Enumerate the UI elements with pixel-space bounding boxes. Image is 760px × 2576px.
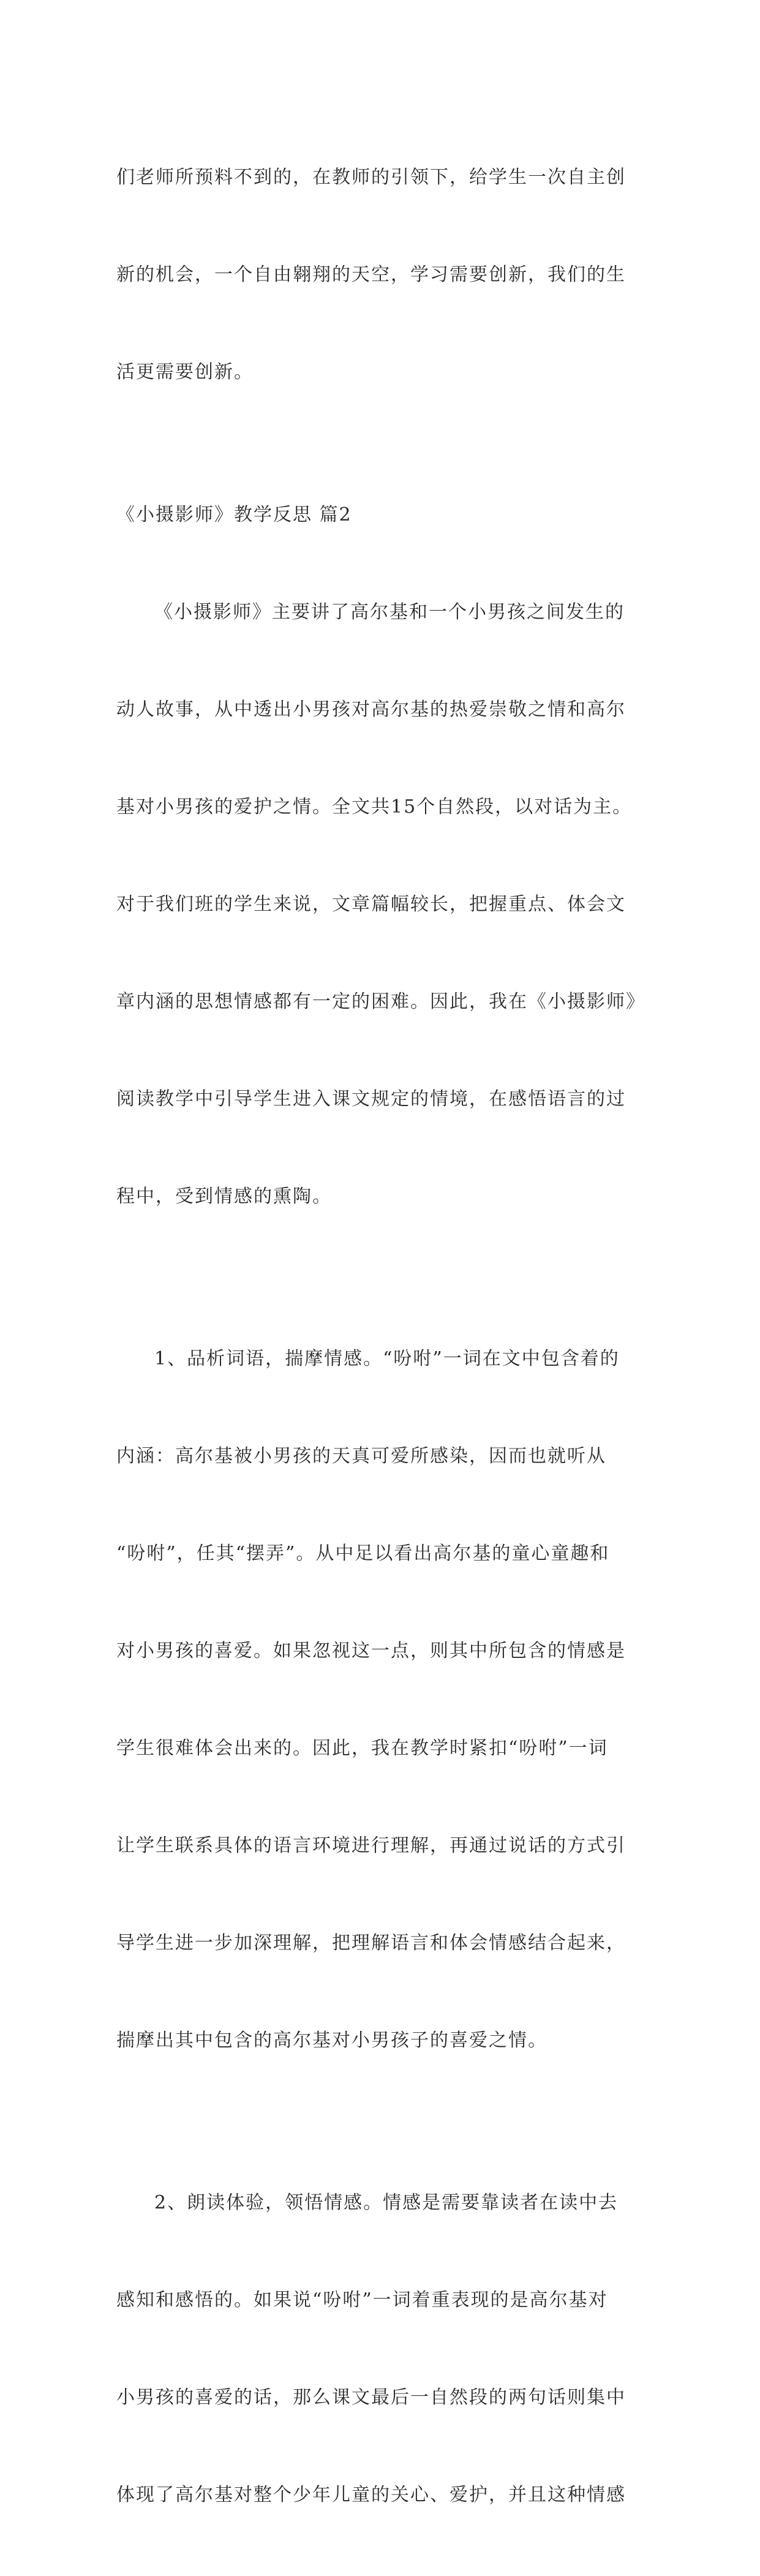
continued-paragraph [116,96,655,453]
section-title: 《小摄影师》教学反思 篇2 [116,504,352,525]
text-line: 基对小男孩的爱护之情。全文共15个自然段，以对话为主。 [116,796,633,818]
text-line: 导学生进一步加深理解，把理解语言和体会情感结合起来， [116,1932,626,1954]
text-line: 程中，受到情感的熏陶。 [116,1186,332,1207]
text-line: 《小摄影师》主要讲了高尔基和一个小男孩之间发生的 [154,601,625,623]
text-line: 们老师所预料不到的，在教师的引领下，给学生一次自主创 [116,167,626,188]
text-line: 对小男孩的喜爱。如果忽视这一点，则其中所包含的情感是 [116,1640,626,1662]
text-line: 小男孩的喜爱的话，那么课文最后一自然段的两句话则集中 [116,2387,626,2408]
paragraph-point-2 [116,2122,655,2576]
text-line: 活更需要创新。 [116,361,254,383]
text-line: 对于我们班的学生来说，文章篇幅较长，把握重点、体会文 [116,894,626,915]
paragraph-point-1 [116,1278,655,2122]
text-line: 内涵：高尔基被小男孩的天真可爱所感染，因而也就听从 [116,1445,606,1467]
text-line: 动人故事，从中透出小男孩对高尔基的热爱崇敬之情和高尔 [116,699,626,720]
document-body [116,96,655,2576]
text-line: “吩咐”，任其“摆弄”。从中足以看出高尔基的童心童趣和 [116,1543,610,1564]
text-line: 阅读教学中引导学生进入课文规定的情境，在感悟语言的过 [116,1088,626,1110]
text-line: 2、朗读体验，领悟情感。情感是需要靠读者在读中去 [154,2192,619,2213]
paragraph-intro [116,531,655,1278]
text-line: 章内涵的思想情感都有一定的困难。因此，我在《小摄影师》 [116,991,645,1012]
text-line: 1、品析词语，揣摩情感。“吩咐”一词在文中包含着的 [154,1348,620,1369]
text-line: 新的机会，一个自由翱翔的天空，学习需要创新，我们的生 [116,264,626,285]
text-line: 体现了高尔基对整个少年儿童的关心、爱护，并且这种情感 [116,2484,626,2506]
text-line: 让学生联系具体的语言环境进行理解，再通过说话的方式引 [116,1835,626,1856]
text-line: 学生很难体会出来的。因此，我在教学时紧扣“吩咐”一词 [116,1738,608,1759]
text-line: 揣摩出其中包含的高尔基对小男孩子的喜爱之情。 [116,2030,547,2051]
text-line: 感知和感悟的。如果说“吩咐”一词着重表现的是高尔基对 [116,2289,608,2311]
